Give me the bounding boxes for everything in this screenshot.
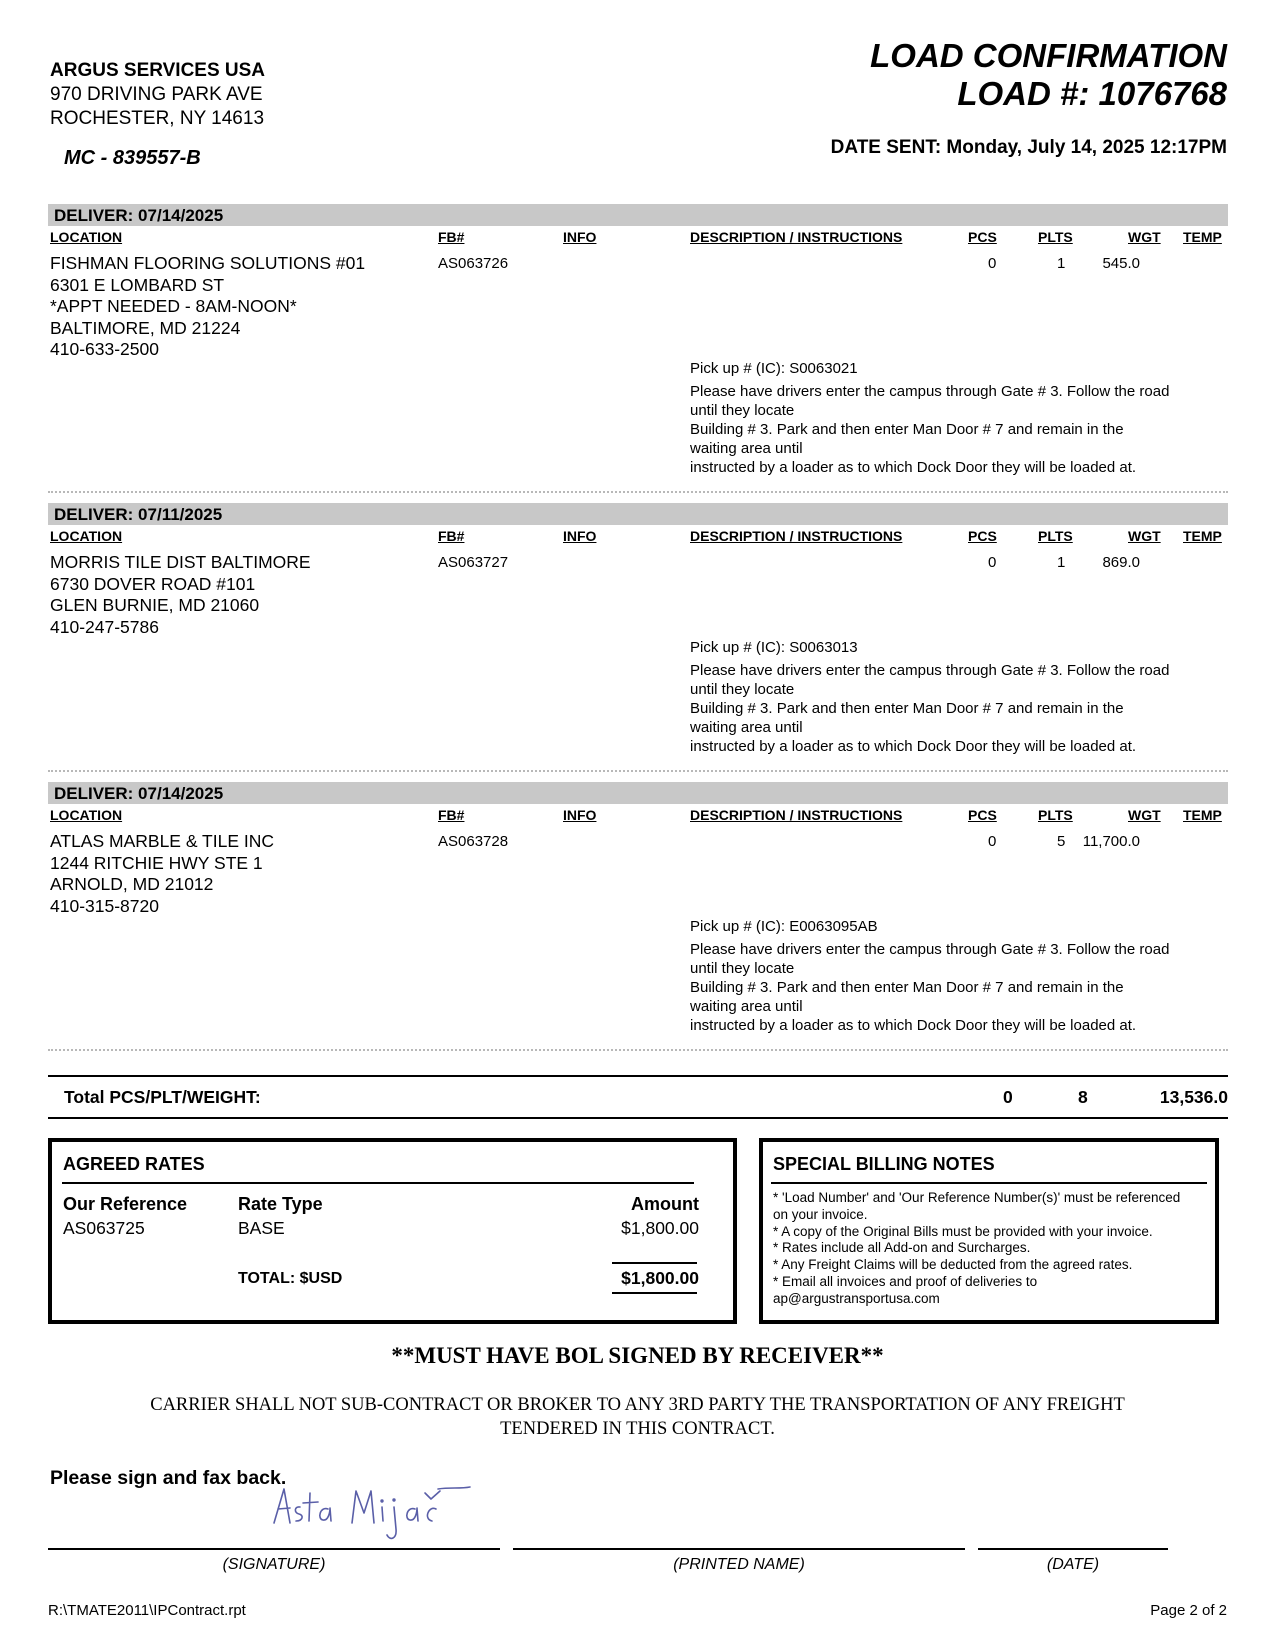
instruction-line: waiting area until [690,440,803,457]
rates-total-value: $1,800.00 [621,1268,699,1288]
pcs-value: 0 [988,554,997,571]
location-line: BALTIMORE, MD 21224 [50,317,241,338]
deliver-date-bar: DELIVER: 07/14/2025 [48,782,1228,804]
billing-note-line: * Any Freight Claims will be deducted from the agreed rates. [773,1257,1133,1273]
billing-note-line: * A copy of the Original Bills must be provided with your invoice. [773,1223,1153,1239]
pickup-number: Pick up # (IC): E0063095AB [690,918,878,935]
plts-value: 1 [1057,554,1066,571]
date-sent: DATE SENT: Monday, July 14, 2025 12:17PM [830,137,1227,158]
delivery-stop [48,503,1228,773]
stop-divider [48,491,1228,493]
location-block [50,253,365,361]
location-block [50,831,274,917]
company-name: ARGUS SERVICES USA [50,60,266,81]
carrier-notice-line: CARRIER SHALL NOT SUB-CONTRACT OR BROKER TO ANY 3RD PARTY THE TRANSPORTATION OF ANY FREIGHT [150,1395,1125,1415]
carrier-notice [60,1393,1215,1441]
location-line: 1244 RITCHIE HWY STE 1 [50,852,263,873]
instruction-line: Building # 3. Park and then enter Man Door # 7 and remain in the [690,700,1124,717]
amount-label: Amount [631,1194,699,1214]
document-title: LOAD CONFIRMATION [870,37,1227,74]
column-header-plts: PLTS [1038,229,1073,245]
company-address-line1: 970 DRIVING PARK AVE [50,84,263,105]
location-line: FISHMAN FLOORING SOLUTIONS #01 [50,253,366,273]
total-pcs: 0 [1003,1087,1013,1107]
column-header-pcs: PCS [968,528,997,544]
date-line [978,1548,1168,1550]
location-line: GLEN BURNIE, MD 21060 [50,595,260,615]
billing-notes-title: SPECIAL BILLING NOTES [773,1154,995,1174]
billing-notes-list [773,1190,1180,1308]
instruction-line: Building # 3. Park and then enter Man Door # 7 and remain in the [690,421,1124,438]
location-line: ARNOLD, MD 21012 [50,874,214,894]
column-header-info: INFO [563,528,597,544]
column-header-location: LOCATION [50,528,123,544]
instruction-line: until they locate [690,960,795,977]
agreed-rates-title: AGREED RATES [63,1154,205,1174]
date-label: (DATE) [1046,1556,1100,1573]
total-rule-top [612,1262,697,1264]
fb-number: AS063726 [438,255,509,272]
column-header-location: LOCATION [50,229,123,245]
rate-type-label: Rate Type [238,1194,323,1214]
stop-divider [48,1049,1228,1051]
instruction-line: waiting area until [690,998,803,1015]
delivery-stop [48,204,1228,494]
column-header-description: DESCRIPTION / INSTRUCTIONS [690,528,903,544]
location-line: *APPT NEEDED - 8AM-NOON* [50,296,297,316]
plts-value: 1 [1057,255,1066,272]
delivery-instructions [690,940,1220,1035]
handwritten-signature [270,1483,480,1545]
instruction-line: waiting area until [690,719,803,736]
our-reference-label: Our Reference [63,1194,188,1214]
column-header-info: INFO [563,807,597,823]
carrier-notice-line: TENDERED IN THIS CONTRACT. [500,1419,775,1439]
location-line: 410-315-8720 [50,895,159,916]
location-line: 6730 DOVER ROAD #101 [50,573,256,594]
location-line: 6301 E LOMBARD ST [50,274,225,295]
load-number: LOAD #: 1076768 [957,75,1227,112]
totals-row [48,1075,1228,1119]
rate-type-value: BASE [238,1218,285,1238]
column-header-fb: FB# [438,807,465,823]
delivery-stop [48,782,1228,1052]
report-path: R:\TMATE2011\IPContract.rpt [48,1602,246,1619]
plts-value: 5 [1057,833,1066,850]
instruction-line: Building # 3. Park and then enter Man Door # 7 and remain in the [690,979,1124,996]
amount-value: $1,800.00 [621,1218,699,1238]
agreed-rates-rule [62,1182,694,1184]
totals-label: Total PCS/PLT/WEIGHT: [64,1087,261,1107]
bol-notice: **MUST HAVE BOL SIGNED BY RECEIVER** [391,1343,884,1368]
instruction-line: Please have drivers enter the campus through Gate # 3. Follow the road [690,662,1170,679]
instruction-line: instructed by a loader as to which Dock Door they will be loaded at. [690,1017,1137,1034]
billing-note-line: * 'Load Number' and 'Our Reference Number(s)' must be referenced [773,1190,1181,1205]
delivery-instructions [690,382,1220,477]
column-header-pcs: PCS [968,229,997,245]
column-header-wgt: WGT [1128,807,1161,823]
signature-label: (SIGNATURE) [222,1556,326,1573]
pcs-value: 0 [988,833,997,850]
printed-name-line [513,1548,965,1550]
column-header-plts: PLTS [1038,807,1073,823]
column-header-wgt: WGT [1128,229,1161,245]
wgt-value: 869.0 [1102,554,1140,571]
total-rule-bottom [612,1292,697,1294]
sign-prompt: Please sign and fax back. [50,1467,287,1489]
fb-number: AS063728 [438,833,509,850]
rates-total-label: TOTAL: $USD [238,1270,343,1287]
company-address-line2: ROCHESTER, NY 14613 [50,108,265,129]
deliver-date-bar: DELIVER: 07/14/2025 [48,204,1228,226]
billing-note-line: * Rates include all Add-on and Surcharges. [773,1240,1031,1256]
location-block [50,552,311,638]
wgt-value: 545.0 [1102,255,1140,272]
agreed-rates-box [48,1138,737,1324]
column-header-fb: FB# [438,528,465,544]
column-header-description: DESCRIPTION / INSTRUCTIONS [690,229,903,245]
mc-number: MC - 839557-B [64,147,201,169]
location-line: MORRIS TILE DIST BALTIMORE [50,552,311,572]
column-header-plts: PLTS [1038,528,1073,544]
column-header-fb: FB# [438,229,465,245]
total-plts: 8 [1078,1087,1088,1107]
stop-divider [48,770,1228,772]
location-line: 410-633-2500 [50,339,159,359]
signature-line [48,1548,500,1550]
billing-note-line: ap@argustransportusa.com [773,1290,940,1306]
column-header-description: DESCRIPTION / INSTRUCTIONS [690,807,903,823]
billing-note-line: * Email all invoices and proof of deliveries to [773,1273,1038,1289]
column-header-info: INFO [563,229,597,245]
fb-number: AS063727 [438,554,509,571]
page-number: Page 2 of 2 [1150,1602,1227,1619]
delivery-instructions [690,661,1220,756]
billing-notes-rule [771,1182,1207,1184]
instruction-line: Please have drivers enter the campus through Gate # 3. Follow the road [690,941,1170,958]
instruction-line: instructed by a loader as to which Dock Door they will be loaded at. [690,459,1137,476]
column-header-temp: TEMP [1183,528,1222,544]
pickup-number: Pick up # (IC): S0063013 [690,639,858,656]
instruction-line: until they locate [690,681,795,698]
instruction-line: until they locate [690,402,795,419]
column-header-wgt: WGT [1128,528,1161,544]
pcs-value: 0 [988,255,997,272]
wgt-value: 11,700.0 [1082,833,1140,850]
instruction-line: Please have drivers enter the campus through Gate # 3. Follow the road [690,383,1170,400]
location-line: 410-247-5786 [50,616,159,637]
location-line: ATLAS MARBLE & TILE INC [50,831,275,851]
our-reference-value: AS063725 [63,1218,145,1238]
column-header-location: LOCATION [50,807,123,823]
column-header-pcs: PCS [968,807,997,823]
total-weight: 13,536.0 [1159,1087,1228,1107]
deliver-date-bar: DELIVER: 07/11/2025 [48,503,1228,525]
printed-name-label: (PRINTED NAME) [673,1556,805,1573]
special-billing-notes-box [759,1138,1219,1324]
instruction-line: instructed by a loader as to which Dock Door they will be loaded at. [690,738,1137,755]
pickup-number: Pick up # (IC): S0063021 [690,360,858,377]
column-header-temp: TEMP [1183,229,1222,245]
column-header-temp: TEMP [1183,807,1222,823]
billing-note-line: on your invoice. [773,1206,868,1222]
